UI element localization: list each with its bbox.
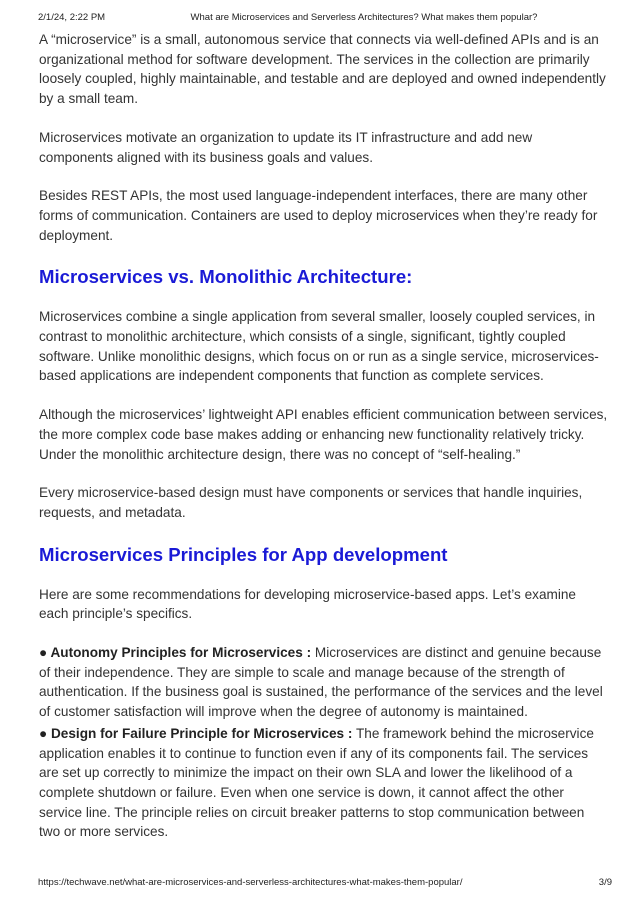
heading-vs-monolithic: Microservices vs. Monolithic Architecture: [39,266,413,288]
list-item-design-for-failure [39,724,609,842]
print-header [0,12,638,26]
design-for-failure-label: ● Design for Failure Principle for Microservices : [39,725,353,741]
paragraph-communication: Besides REST APIs, the most used language-independent interfaces, there are many other forms of communication. Containers are used to deploy microservices when they’re ready for deployment. [39,188,598,243]
print-title: What are Microservices and Serverless Architectures? What makes them popular? [190,12,538,23]
paragraph-lightweight-api: Although the microservices’ lightweight API enables efficient communication between services, the more complex code base makes adding or enhancing new functionality relatively tricky. Under the monolithic architecture design, there was no concept of “self-healing.” [39,407,608,462]
page-url: https://techwave.net/what-are-microservices-and-serverless-architectures-what-makes-them-popular/ [38,877,463,888]
page-number: 3/9 [598,877,612,888]
paragraph-comparison: Microservices combine a single application from several smaller, loosely coupled services, in contrast to monolithic architecture, which consists of a single, significant, tightly coupled software. Unlike monolithic designs, which focus on or run as a single service, microservices-based applications are independent components that function as complete services. [39,309,599,384]
print-datetime: 2/1/24, 2:22 PM [38,12,106,23]
print-footer [0,877,638,891]
article-body [39,30,609,842]
design-for-failure-text: The framework behind the microservice application enables it to continue to function even if any of its components fail. The services are set up correctly to minimize the impact on their own SLA and lower the likelihood of a complete shutdown or failure. Even when one service is down, it cannot affect the other service line. The principle relies on circuit breaker patterns to stop communication between two or more services. [39,725,594,840]
autonomy-text: Microservices are distinct and genuine because of their independence. They are simple to scale and manage because of the strength of authentication. If the business goal is sustained, the performance of the services and the level of customer satisfaction will improve when the degree of autonomy is maintained. [39,645,603,720]
paragraph-intro: A “microservice” is a small, autonomous service that connects via well-defined APIs and is an organizational method for software development. The services in the collection are primarily loosely coupled, highly maintainable, and testable and are deployed and owned independently by a small team. [39,32,606,107]
autonomy-label: ● Autonomy Principles for Microservices : [39,645,312,661]
paragraph-design-requirements: Every microservice-based design must have components or services that handle inquiries, requests, and metadata. [39,485,583,520]
list-item-autonomy [39,643,609,722]
paragraph-recommendations: Here are some recommendations for developing microservice-based apps. Let’s examine each principle’s specifics. [39,586,576,622]
paragraph-motivation: Microservices motivate an organization to update its IT infrastructure and add new components aligned with its business goals and values. [39,129,533,165]
heading-principles: Microservices Principles for App development [39,543,448,565]
